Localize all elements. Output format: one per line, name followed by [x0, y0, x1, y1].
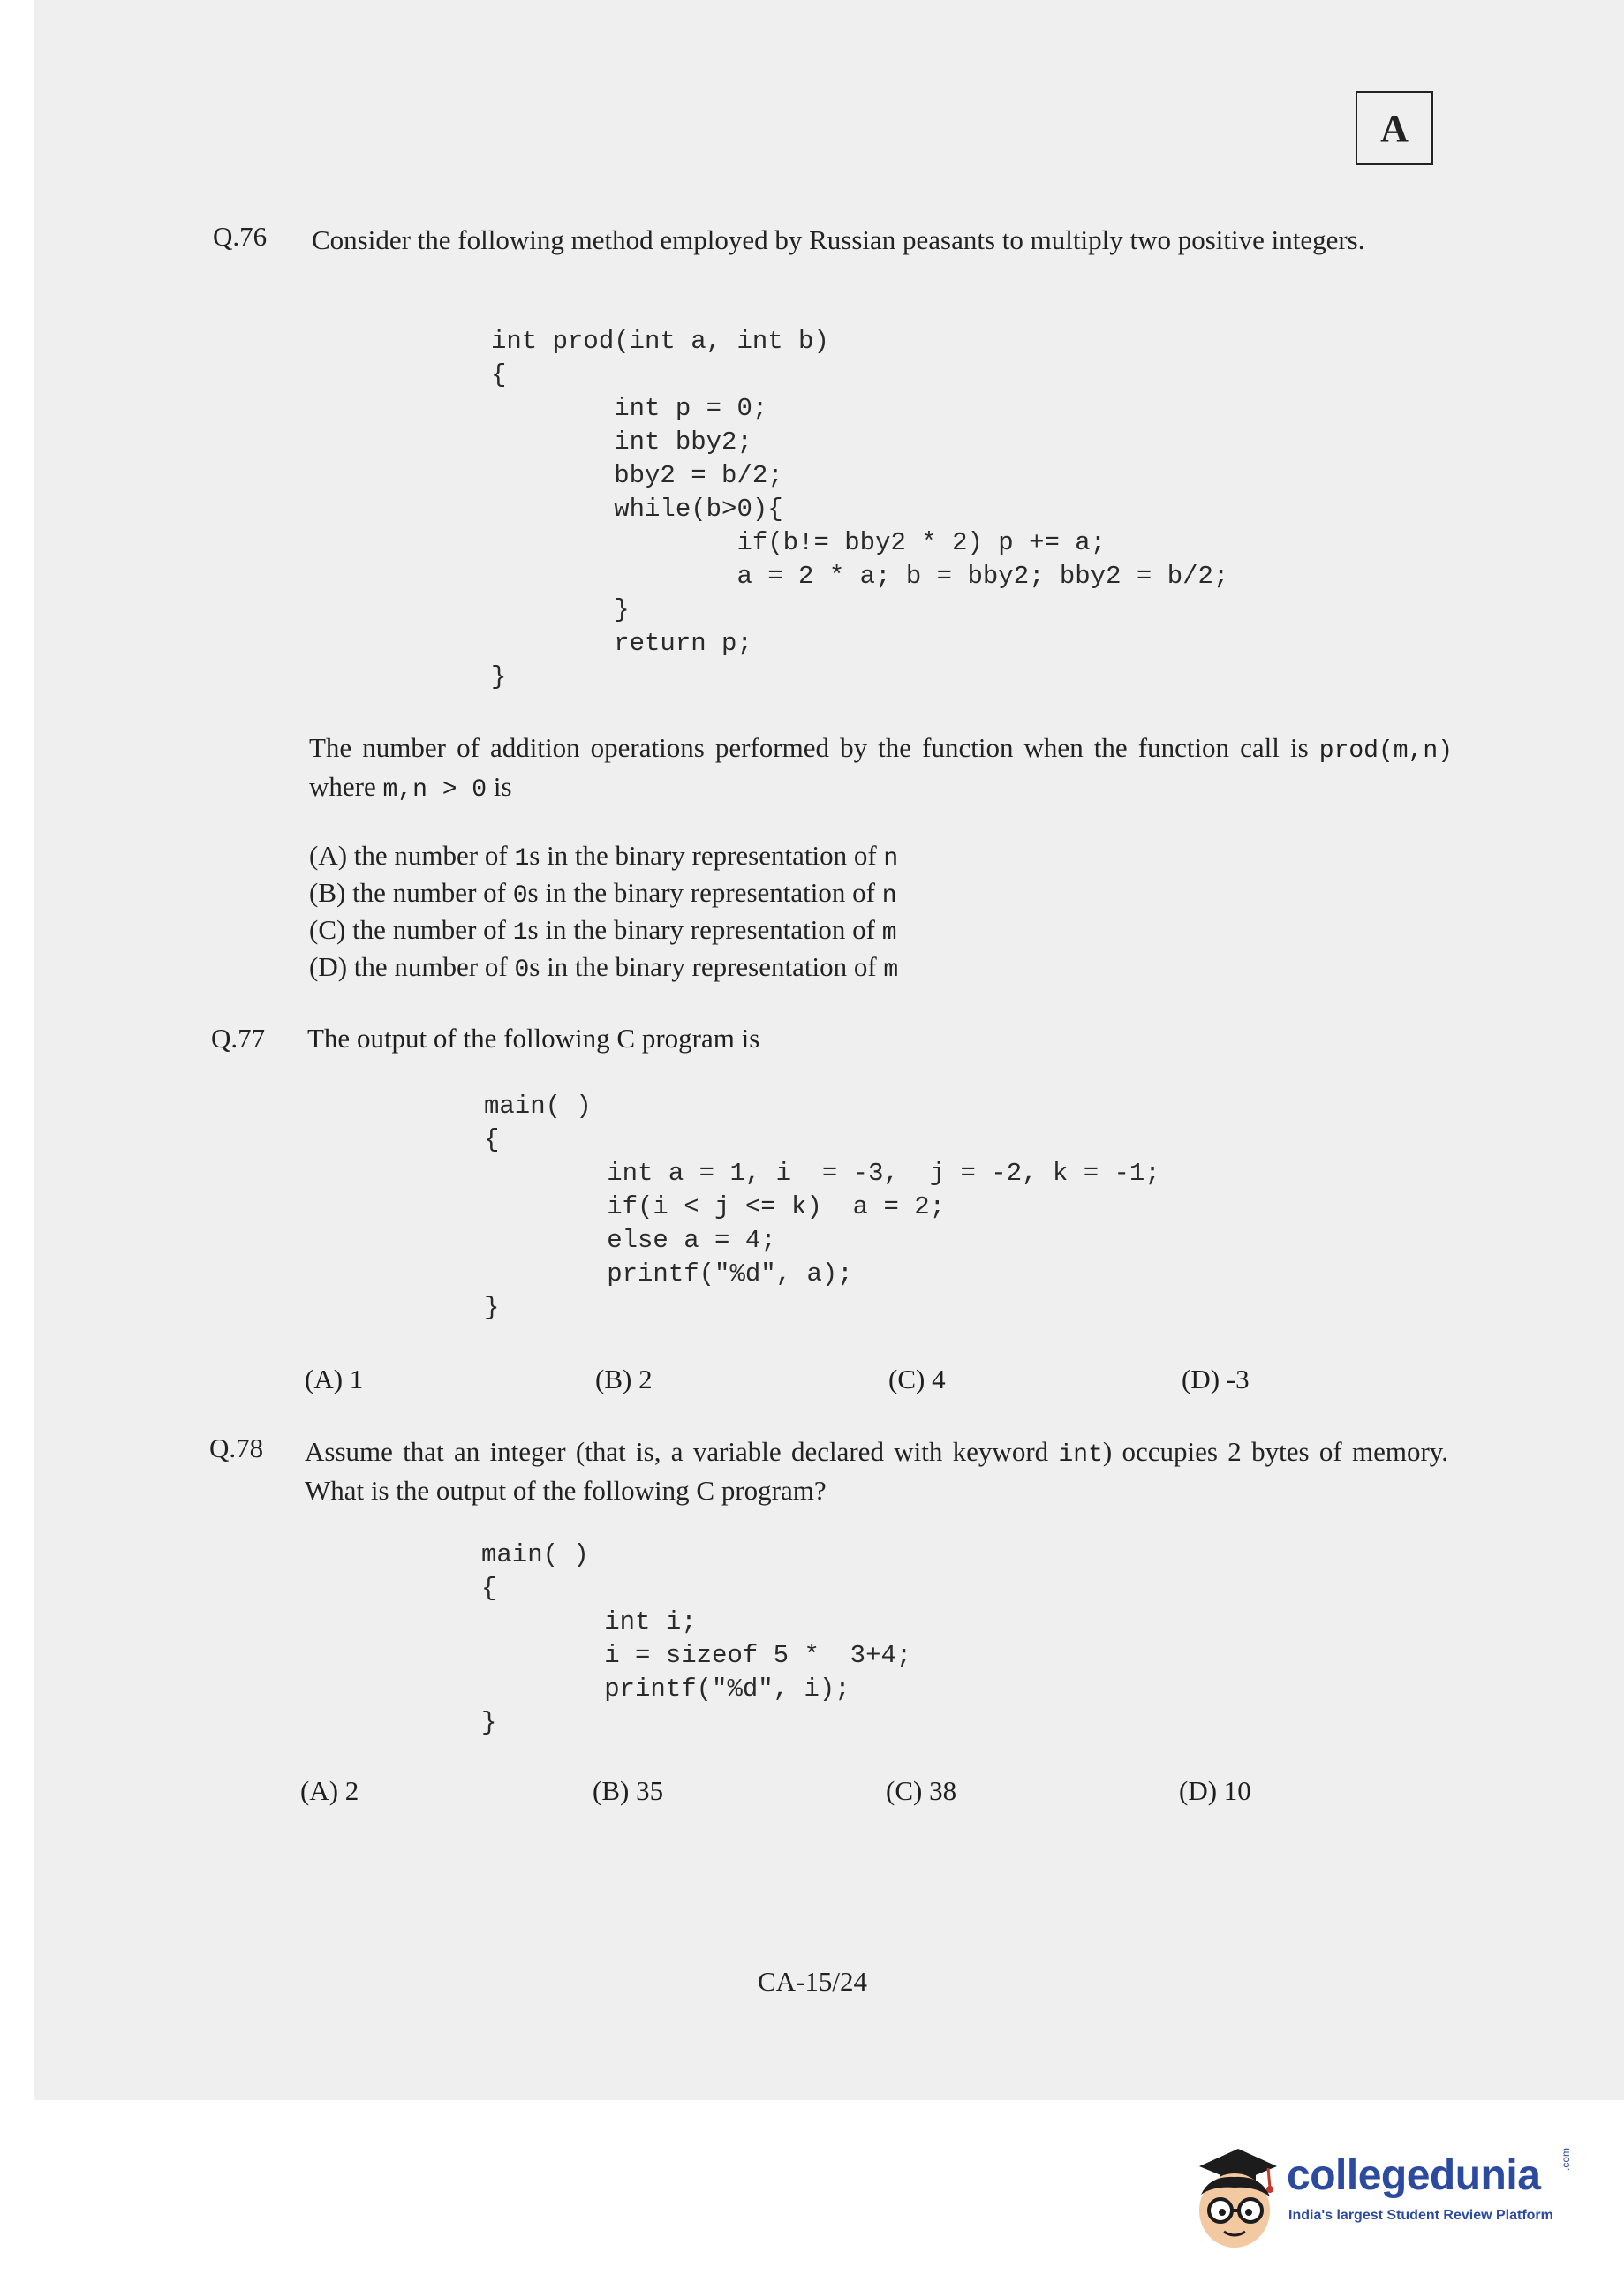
q77-code-block — [484, 1090, 1160, 1325]
code-line: } — [491, 662, 507, 692]
q76-stem: Consider the following method employed by Russian peasants to multiply two positive integers. — [312, 224, 1365, 255]
q77-option-c: (C) 4 — [888, 1364, 946, 1394]
code-line: int prod(int a, int b) — [491, 327, 829, 356]
q76-option-b: (B) the number of 0s in the binary representation of n — [309, 877, 897, 910]
q78-option-b: (B) 35 — [593, 1775, 664, 1806]
page-code: CA-15/24 — [758, 1966, 867, 1997]
brand-suffix: .com — [1560, 2147, 1572, 2171]
code-line: return p; — [491, 629, 752, 658]
code-line: printf("%d", i); — [481, 1674, 850, 1704]
brand-tagline: India's largest Student Review Platform — [1288, 2208, 1553, 2223]
q76-number: Q.76 — [213, 221, 268, 252]
code-line: int i; — [481, 1607, 697, 1636]
q76-option-a: (A) the number of 1s in the binary representation of n — [309, 840, 899, 873]
code-line: } — [491, 595, 630, 624]
q77-option-d: (D) -3 — [1182, 1364, 1250, 1394]
q77-stem: The output of the following C program is — [307, 1023, 760, 1054]
q77-number: Q.77 — [211, 1023, 266, 1054]
code-line: main( ) — [481, 1540, 589, 1569]
paper-set-marker: A — [1356, 91, 1433, 165]
q78-stem: Assume that an integer (that is, a variable declared with keyword int) occupies 2 bytes of memory. What is the output of the following C program? — [305, 1436, 1449, 1506]
q77-option-b: (B) 2 — [595, 1364, 653, 1394]
scanned-page — [34, 0, 1624, 2100]
code-line: main( ) — [484, 1092, 592, 1121]
code-line: bby2 = b/2; — [491, 461, 783, 490]
code-line: i = sizeof 5 * 3+4; — [481, 1641, 912, 1670]
q78-option-a: (A) 2 — [300, 1775, 359, 1806]
code-line: int a = 1, i = -3, j = -2, k = -1; — [484, 1159, 1160, 1188]
code-line: { — [484, 1125, 500, 1154]
q78-option-d: (D) 10 — [1179, 1775, 1251, 1806]
code-line: int bby2; — [491, 427, 752, 457]
code-line: while(b>0){ — [491, 495, 783, 524]
code-line: { — [481, 1574, 497, 1603]
code-line: printf("%d", a); — [484, 1259, 853, 1289]
code-line: if(i < j <= k) a = 2; — [484, 1192, 946, 1221]
code-line: else a = 4; — [484, 1226, 776, 1255]
q78-code-block — [481, 1538, 911, 1740]
code-line: } — [484, 1293, 500, 1322]
q76-question: The number of addition operations performed by the function when the function call is prod(m,n) where m,n > 0 is — [309, 732, 1453, 804]
code-line: if(b!= bby2 * 2) p += a; — [491, 528, 1107, 557]
code-line: a = 2 * a; b = bby2; bby2 = b/2; — [491, 562, 1229, 591]
q77-option-a: (A) 1 — [305, 1364, 364, 1394]
brand-name: collegedunia — [1287, 2152, 1541, 2199]
q76-code-block — [491, 325, 1228, 694]
code-line: int p = 0; — [491, 394, 768, 423]
q76-option-c: (C) the number of 1s in the binary representation of m — [309, 914, 897, 947]
q76-option-d: (D) the number of 0s in the binary representation of m — [309, 951, 899, 984]
q78-number: Q.78 — [209, 1432, 264, 1463]
code-line: { — [491, 360, 507, 389]
q78-option-c: (C) 38 — [886, 1775, 957, 1806]
code-line: } — [481, 1708, 497, 1737]
